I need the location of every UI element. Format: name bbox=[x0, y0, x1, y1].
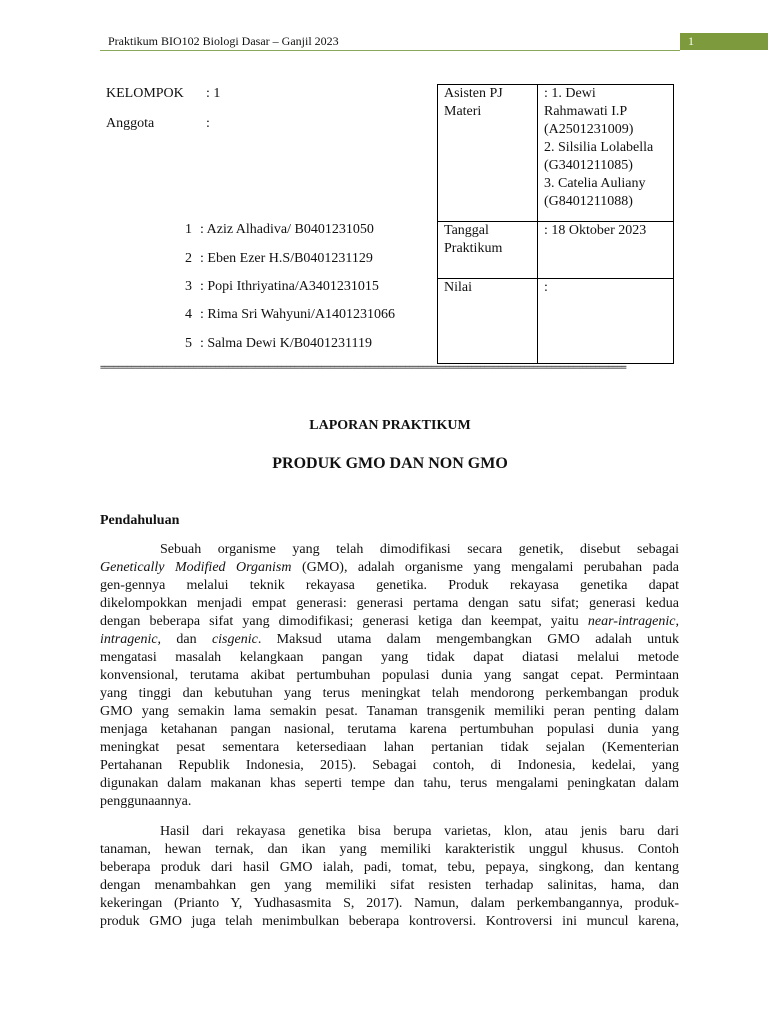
report-title: LAPORAN PRAKTIKUM bbox=[309, 418, 471, 433]
paragraph-line: yang tinggi dan kebutuhan yang terus meningkat telah mendorong perkembangan produk bbox=[100, 686, 679, 701]
header-rule bbox=[100, 50, 680, 51]
page-number-badge: 1 bbox=[680, 33, 768, 50]
separator-rule: ======================================================================================================================= bbox=[100, 364, 626, 373]
kelompok-value: : 1 bbox=[206, 86, 221, 101]
asisten-value-line: Rahmawati I.P bbox=[544, 104, 628, 119]
paragraph-line: dengan menambahkan gen yang memiliki sifat resisten terhadap salinitas, hama, dan bbox=[100, 878, 679, 893]
paragraph-line: dengan beberapa sifat yang dimodifikasi; generasi ketiga dan keempat, yaitu near-intragenic, bbox=[100, 614, 679, 629]
asisten-value-line: : 1. Dewi bbox=[544, 86, 596, 101]
paragraph-line: gen-gennya melalui teknik rekayasa genetika. Produk rekayasa genetika dapat bbox=[100, 578, 679, 593]
running-header: Praktikum BIO102 Biologi Dasar – Ganjil 2023 bbox=[108, 34, 339, 48]
member-name: : Rima Sri Wahyuni/A1401231066 bbox=[200, 307, 396, 322]
section-heading: Pendahuluan bbox=[100, 513, 180, 528]
asisten-value-line: (G8401211088) bbox=[544, 194, 633, 209]
paragraph-line: produk GMO juga telah menimbulkan beberapa kontroversi. Kontroversi ini muncul karena, bbox=[100, 914, 679, 929]
paragraph-gmo-results bbox=[100, 823, 679, 931]
paragraph-line: GMO yang semakin lama semakin pesat. Tanaman transgenik memiliki peran penting dalam bbox=[100, 704, 679, 719]
paragraph-line: dikelompokkan menjadi empat generasi: generasi pertama dengan satu sifat; generasi kedua bbox=[100, 596, 679, 611]
info-table bbox=[437, 84, 674, 364]
paragraph-intro bbox=[100, 541, 679, 811]
asisten-value-line: 2. Silsilia Lolabella bbox=[544, 140, 654, 155]
paragraph-line: intragenic, dan cisgenic. Maksud utama dalam mengembangkan GMO adalah untuk bbox=[100, 632, 679, 647]
anggota-value: : bbox=[206, 116, 210, 131]
asisten-value-line: (G3401211085) bbox=[544, 158, 633, 173]
kelompok-label: KELOMPOK bbox=[106, 86, 184, 101]
paragraph-line: mengatasi masalah kelangkaan pangan yang tidak dapat diatasi melalui metode bbox=[100, 650, 679, 665]
asisten-value-line: 3. Catelia Auliany bbox=[544, 176, 646, 191]
member-number: 5 bbox=[185, 336, 192, 351]
asisten-value-cell bbox=[538, 85, 674, 222]
paragraph-line: penggunaannya. bbox=[100, 794, 192, 809]
nilai-value: : bbox=[538, 279, 674, 364]
tanggal-value: : 18 Oktober 2023 bbox=[538, 222, 674, 279]
paragraph-line: digunakan dalam makanan khas seperti tempe dan tahu, terus mengalami peningkatan dalam bbox=[100, 776, 679, 791]
tanggal-label-cell bbox=[438, 222, 538, 279]
asisten-value-line: (A2501231009) bbox=[544, 122, 634, 137]
report-subtitle: PRODUK GMO DAN NON GMO bbox=[272, 455, 508, 472]
tanggal-label-line: Praktikum bbox=[444, 241, 503, 256]
tanggal-label-line: Tanggal bbox=[444, 223, 489, 238]
member-number: 2 bbox=[185, 251, 192, 266]
member-number: 1 bbox=[185, 222, 192, 237]
member-number: 3 bbox=[185, 279, 192, 294]
asisten-label-cell bbox=[438, 85, 538, 222]
paragraph-line: kekeringan (Prianto Y, Yudhasasmita S, 2017). Namun, dalam perkembangannya, produk- bbox=[100, 896, 679, 911]
nilai-label: Nilai bbox=[438, 279, 538, 364]
member-name: : Popi Ithriyatina/A3401231015 bbox=[200, 279, 379, 294]
paragraph-line: konvensional, terutama akibat pertumbuhan populasi dunia yang sangat cepat. Permintaan bbox=[100, 668, 679, 683]
asisten-label-line: Materi bbox=[444, 104, 482, 119]
paragraph-line: Pertahanan Republik Indonesia, 2015). Sebagai contoh, di Indonesia, kedelai, yang bbox=[100, 758, 679, 773]
paragraph-line: beberapa produk dari hasil GMO ialah, padi, tomat, tebu, pepaya, singkong, dan kentang bbox=[100, 860, 679, 875]
paragraph-line: tanaman, hewan ternak, dan ikan yang memiliki karakteristik unggul khusus. Contoh bbox=[100, 842, 679, 857]
anggota-label: Anggota bbox=[106, 116, 155, 131]
paragraph-line: Genetically Modified Organism (GMO), adalah organisme yang mengalami perubahan pada bbox=[100, 560, 680, 575]
paragraph-line: meningkat pesat sementara ketersediaan lahan pertanian tidak sejalan (Kementerian bbox=[100, 740, 679, 755]
member-name: : Aziz Alhadiva/ B0401231050 bbox=[200, 222, 374, 237]
paragraph-line: Sebuah organisme yang telah dimodifikasi secara genetik, disebut sebagai bbox=[160, 542, 679, 557]
member-name: : Eben Ezer H.S/B0401231129 bbox=[200, 251, 373, 266]
member-name: : Salma Dewi K/B0401231119 bbox=[200, 336, 373, 351]
paragraph-line: menjaga ketahanan pangan nasional, terutama karena pertumbuhan populasi dunia yang bbox=[100, 722, 679, 737]
asisten-label-line: Asisten PJ bbox=[444, 86, 503, 101]
paragraph-line: Hasil dari rekayasa genetika bisa berupa varietas, klon, atau jenis baru dari bbox=[160, 824, 679, 839]
member-number: 4 bbox=[185, 307, 192, 322]
